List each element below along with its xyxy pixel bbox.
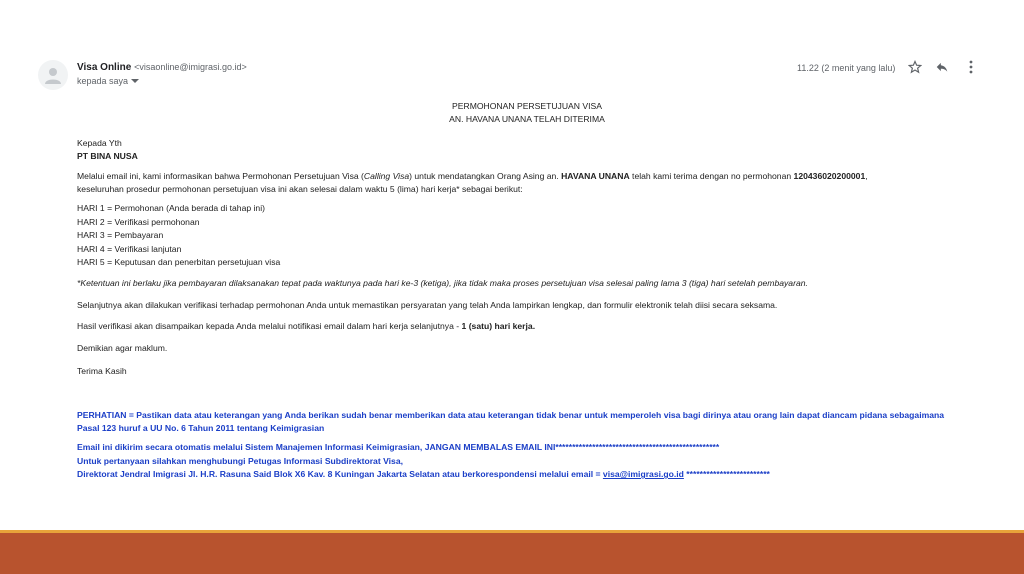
reply-icon (935, 60, 949, 74)
signoff: Terima Kasih (77, 366, 127, 377)
caret-down-icon (131, 78, 139, 84)
greeting: Kepada Yth (77, 137, 122, 148)
sender-email: <visaonline@imigrasi.go.id> (134, 62, 247, 72)
recipient-company: PT BINA NUSA (77, 151, 138, 162)
list-item: HARI 1 = Permohonan (Anda berada di tahap ini) (77, 203, 265, 214)
intro-paragraph-line2: keseluruhan prosedur permohonan persetujuan visa ini akan selesai dalam waktu 5 (lima) hari kerja* sebagai berikut: (77, 184, 523, 195)
closing-line: Demikian agar maklum. (77, 342, 168, 353)
email-link[interactable]: visa@imigrasi.go.id (602, 469, 684, 480)
more-vert-icon (968, 60, 974, 74)
recipient-toggle[interactable] (77, 76, 139, 86)
reply-button[interactable] (934, 59, 950, 75)
more-options-button[interactable] (963, 59, 979, 75)
list-item: HARI 2 = Verifikasi permohonan (77, 216, 200, 227)
verification-paragraph: Selanjutnya akan dilakukan verifikasi terhadap permohonan Anda untuk memastikan persyaratan yang telah Anda lampirkan lengkap, dan formulir elektronik telah diisi secara seksama. (77, 299, 778, 310)
steps-list (77, 202, 977, 269)
to-label: kepada saya (77, 76, 129, 86)
email-time: 11.22 (2 menit yang lalu) (797, 63, 896, 73)
sender-info (77, 62, 247, 73)
list-item: HARI 4 = Verifikasi lanjutan (77, 243, 182, 254)
sender-avatar[interactable] (38, 60, 68, 90)
star-button[interactable] (907, 59, 923, 75)
result-paragraph: Hasil verifikasi akan disampaikan kepada Anda melalui notifikasi email dalam hari kerja selanjutnya - 1 (satu) hari kerja. (77, 321, 536, 332)
footer-line-2: Untuk pertanyaan silahkan menghubungi Petugas Informasi Subdirektorat Visa, (77, 455, 403, 466)
star-icon (908, 60, 922, 74)
sender-name: Visa Online (77, 62, 132, 73)
list-item: HARI 5 = Keputusan dan penerbitan persetujuan visa (77, 257, 281, 268)
email-body (77, 100, 977, 482)
intro-paragraph: Melalui email ini, kami informasikan bahwa Permohonan Persetujuan Visa (Calling Visa) untuk mendatangkan Orang Asing an. HAVANA UNANA telah kami terima dengan no permohonan 120436020200001, (77, 170, 868, 181)
warning-line-1: PERHATIAN = Pastikan data atau keterangan yang Anda berikan sudah benar memberikan data atau keterangan tidak benar untuk memperoleh visa bagi dirinya atau orang lain dapat diancam pidana sebagaimana (77, 409, 945, 420)
list-item: HARI 3 = Pembayaran (77, 230, 164, 241)
warning-line-2: Pasal 123 huruf a UU No. 6 Tahun 2011 tentang Keimigrasian (77, 422, 325, 433)
person-icon (43, 65, 63, 85)
title-line-1: PERMOHONAN PERSETUJUAN VISA (452, 101, 602, 111)
footer-line-1: Email ini dikirim secara otomatis melalui Sistem Manajemen Informasi Keimigrasian, JANGAN MEMBALAS EMAIL INI************************************************* (77, 442, 720, 453)
slide-footer-bar (0, 533, 1024, 574)
footer-line-3: Direktorat Jendral Imigrasi Jl. H.R. Rasuna Said Blok X6 Kav. 8 Kuningan Jakarta Selatan atau berkorespondensi melalui email = visa@imigrasi.go.id ************************* (77, 469, 770, 480)
title-line-2: AN. HAVANA UNANA TELAH DITERIMA (449, 114, 605, 125)
footnote: *Ketentuan ini berlaku jika pembayaran dilaksanakan tepat pada waktunya pada hari ke-3 (ketiga), jika tidak maka proses persetujuan visa selesai paling lama 3 (tiga) hari setelah pembayaran. (77, 278, 808, 289)
